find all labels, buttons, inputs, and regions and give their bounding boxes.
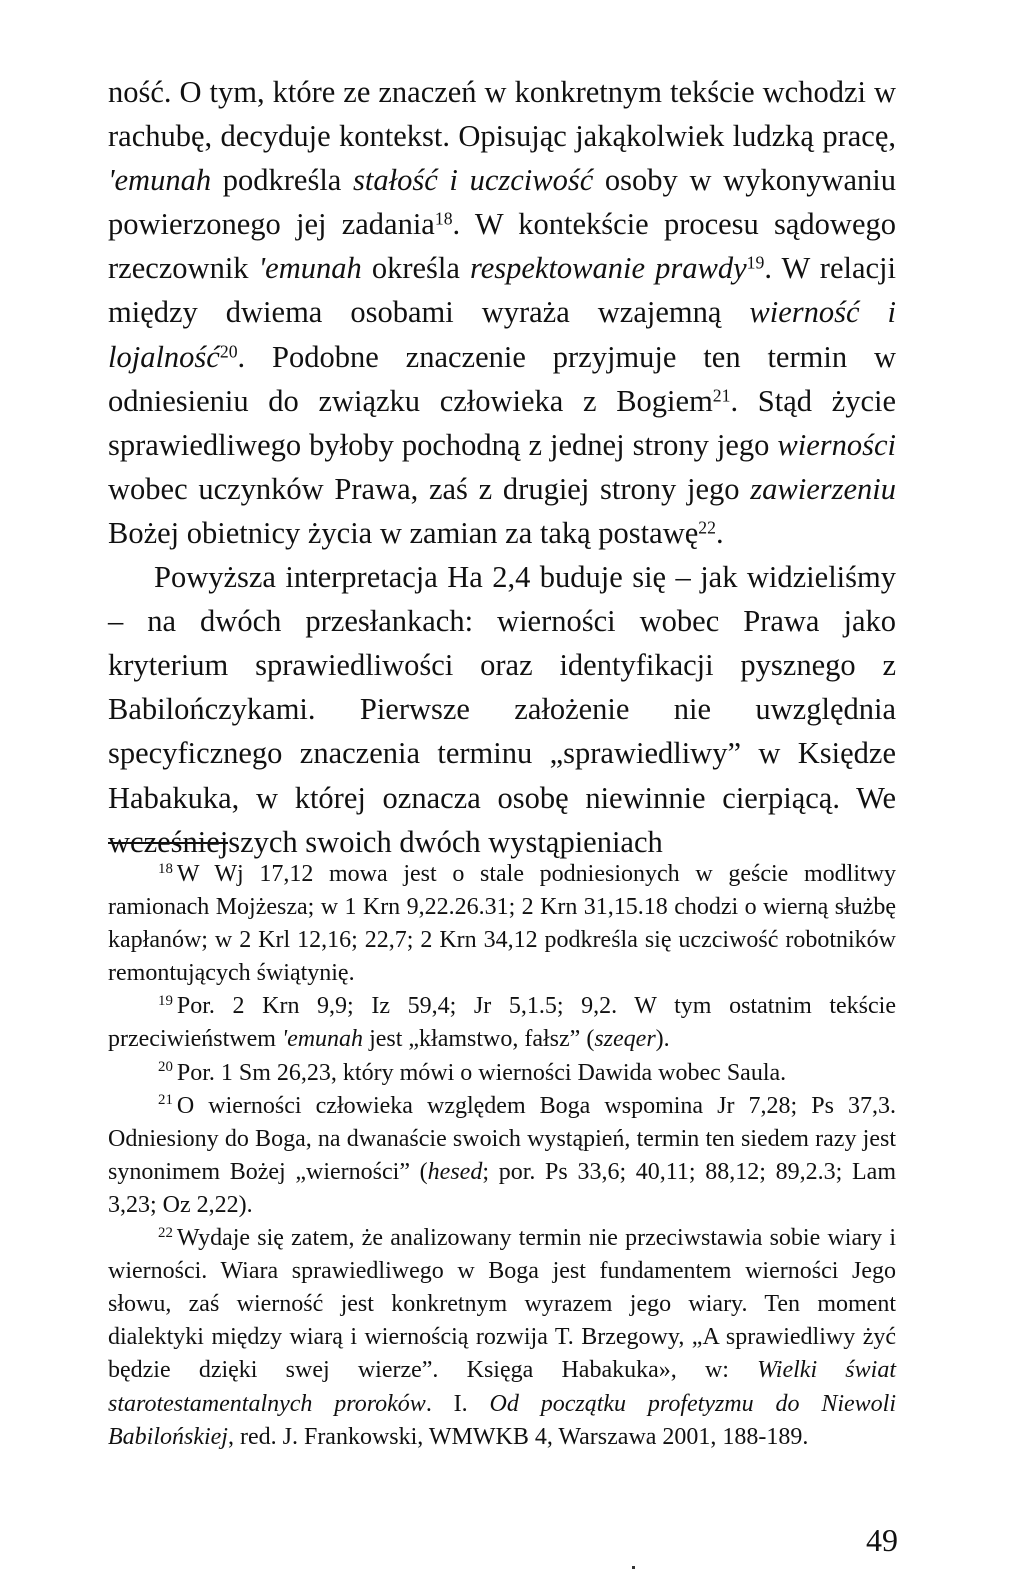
footnote-text: jest „kłamstwo, fałsz” ( xyxy=(363,1026,595,1053)
footnote-text: O wierności człowieka względem Boga wspomina Jr 7,28; Ps 37,3. Odniesiony do Boga, na dwanaście swoich wystąpień, termin ten siedem razy jest synonimem Bożej „wierności” ( xyxy=(108,1092,896,1185)
text-run: . Stąd życie sprawiedliwego byłoby pochodną z jednej strony jego xyxy=(108,383,896,462)
text-run: osoby w wykonywaniu powierzonego jej zadania xyxy=(108,163,896,242)
footnote-21 xyxy=(108,1090,896,1222)
footnote-number: 20 xyxy=(158,1059,173,1076)
footnote-text: Wydaje się zatem, że analizowany termin nie przeciwstawia sobie wiary i wierności. Wiara sprawiedliwego w Boga jest fundamentem wierności Jego słowu, zaś wierność jest konkretnym wyrazem jego wiary. Ten moment dialektyki między wiarą i wiernością rozwija T. Brzegowy, „A sprawiedliwy żyć będzie dzięki swej wierze”. Księga Habakuka», w: xyxy=(108,1225,896,1384)
italic-term: szeqer xyxy=(594,1026,656,1053)
footnote-text: , red. J. Frankowski, WMWKB 4, Warszawa 2001, 188-189. xyxy=(227,1423,809,1450)
paragraph-1 xyxy=(108,70,896,555)
italic-term: 'emunah xyxy=(281,1026,364,1053)
footnote-ref-19: 19 xyxy=(746,252,765,273)
text-run: . W relacji między dwiema osobami wyraża wzajemną xyxy=(108,251,896,330)
italic-term: 'emunah xyxy=(258,251,362,286)
footnote-text: Por. 2 Krn 9,9; Iz 59,4; Jr 5,1.5; 9,2. W tym ostatnim tekście przeciwieństwem xyxy=(108,993,896,1053)
italic-term: wierności xyxy=(777,427,896,462)
paragraph-2: Powyższa interpretacja Ha 2,4 buduje się – jak widzieliśmy – na dwóch przesłankach: wierności wobec Prawa jako kryterium sprawiedliwości oraz identyfikacji pysznego z Babilończykami. Pierwsze założenie nie uwzględnia specyficznego znaczenia terminu „sprawiedliwy” w Księdze Habakuka, w której oznacza osobę niewinnie cierpiącą. We wcześniejszych swoich dwóch wystąpieniach xyxy=(108,560,896,859)
footnote-text: ). xyxy=(655,1026,670,1053)
footnote-20 xyxy=(108,1057,896,1090)
italic-term: zawierzeniu xyxy=(750,471,896,506)
italic-title: Wielki świat starotestamentalnych proroków xyxy=(108,1357,896,1417)
text-run: Bożej obietnicy życia w zamian za taką postawę xyxy=(108,515,699,550)
text-run: . xyxy=(715,515,724,550)
footnote-separator xyxy=(108,842,228,844)
italic-term: 'emunah xyxy=(108,163,212,198)
footnote-18 xyxy=(108,858,896,990)
footnote-text: . I. xyxy=(425,1390,490,1417)
text-run: podkreśla xyxy=(211,163,354,198)
text-run: ność. O tym, które ze znaczeń w konkretnym tekście wchodzi w rachubę, decyduje kontekst. Opisując jakąkolwiek ludzką pracę, xyxy=(108,75,896,154)
italic-term: hesed xyxy=(427,1158,483,1185)
italic-title: Od początku profetyzmu do Niewoli Babilońskiej xyxy=(108,1390,897,1450)
footnotes xyxy=(108,858,896,1454)
footnote-ref-22: 22 xyxy=(698,517,716,538)
text-run: określa xyxy=(361,251,470,286)
footnote-number: 18 xyxy=(158,860,173,877)
footnote-ref-21: 21 xyxy=(712,384,731,405)
italic-term: respektowanie prawdy xyxy=(469,251,747,286)
scan-speck xyxy=(632,1566,635,1569)
text-run: wobec uczynków Prawa, zaś z drugiej strony jego xyxy=(108,471,751,506)
footnote-number: 19 xyxy=(158,993,173,1010)
footnote-19 xyxy=(108,990,896,1056)
footnote-ref-20: 20 xyxy=(219,340,238,361)
footnote-text: Por. 1 Sm 26,23, który mówi o wierności Dawida wobec Saula. xyxy=(176,1059,787,1086)
footnote-22 xyxy=(108,1222,896,1454)
footnote-text: ; por. Ps 33,6; 40,11; 88,12; 89,2.3; Lam 3,23; Oz 2,22). xyxy=(108,1158,896,1218)
page-number: 49 xyxy=(866,1522,898,1558)
main-text xyxy=(108,70,896,864)
footnote-number: 21 xyxy=(158,1092,173,1109)
text-run: . W kontekście procesu sądowego rzeczownik xyxy=(108,207,896,286)
text-run: . Podobne znaczenie przyjmuje ten termin w odniesieniu do związku człowieka z Bogiem xyxy=(108,339,896,418)
footnote-number: 22 xyxy=(158,1224,173,1241)
italic-term: stałość i uczciwość xyxy=(353,163,594,198)
italic-term: wierność i lojalność xyxy=(108,295,897,374)
footnote-ref-18: 18 xyxy=(434,208,453,229)
footnote-text: W Wj 17,12 mowa jest o stale podniesionych w geście modlitwy ramionach Mojżesza; w 1 Krn 9,22.26.31; 2 Krn 31,15.18 chodzi o wierną służbę kapłanów; w 2 Krl 12,16; 22,7; 2 Krn 34,12 podkreśla się uczciwość robotników remontujących świątynię. xyxy=(108,861,896,987)
